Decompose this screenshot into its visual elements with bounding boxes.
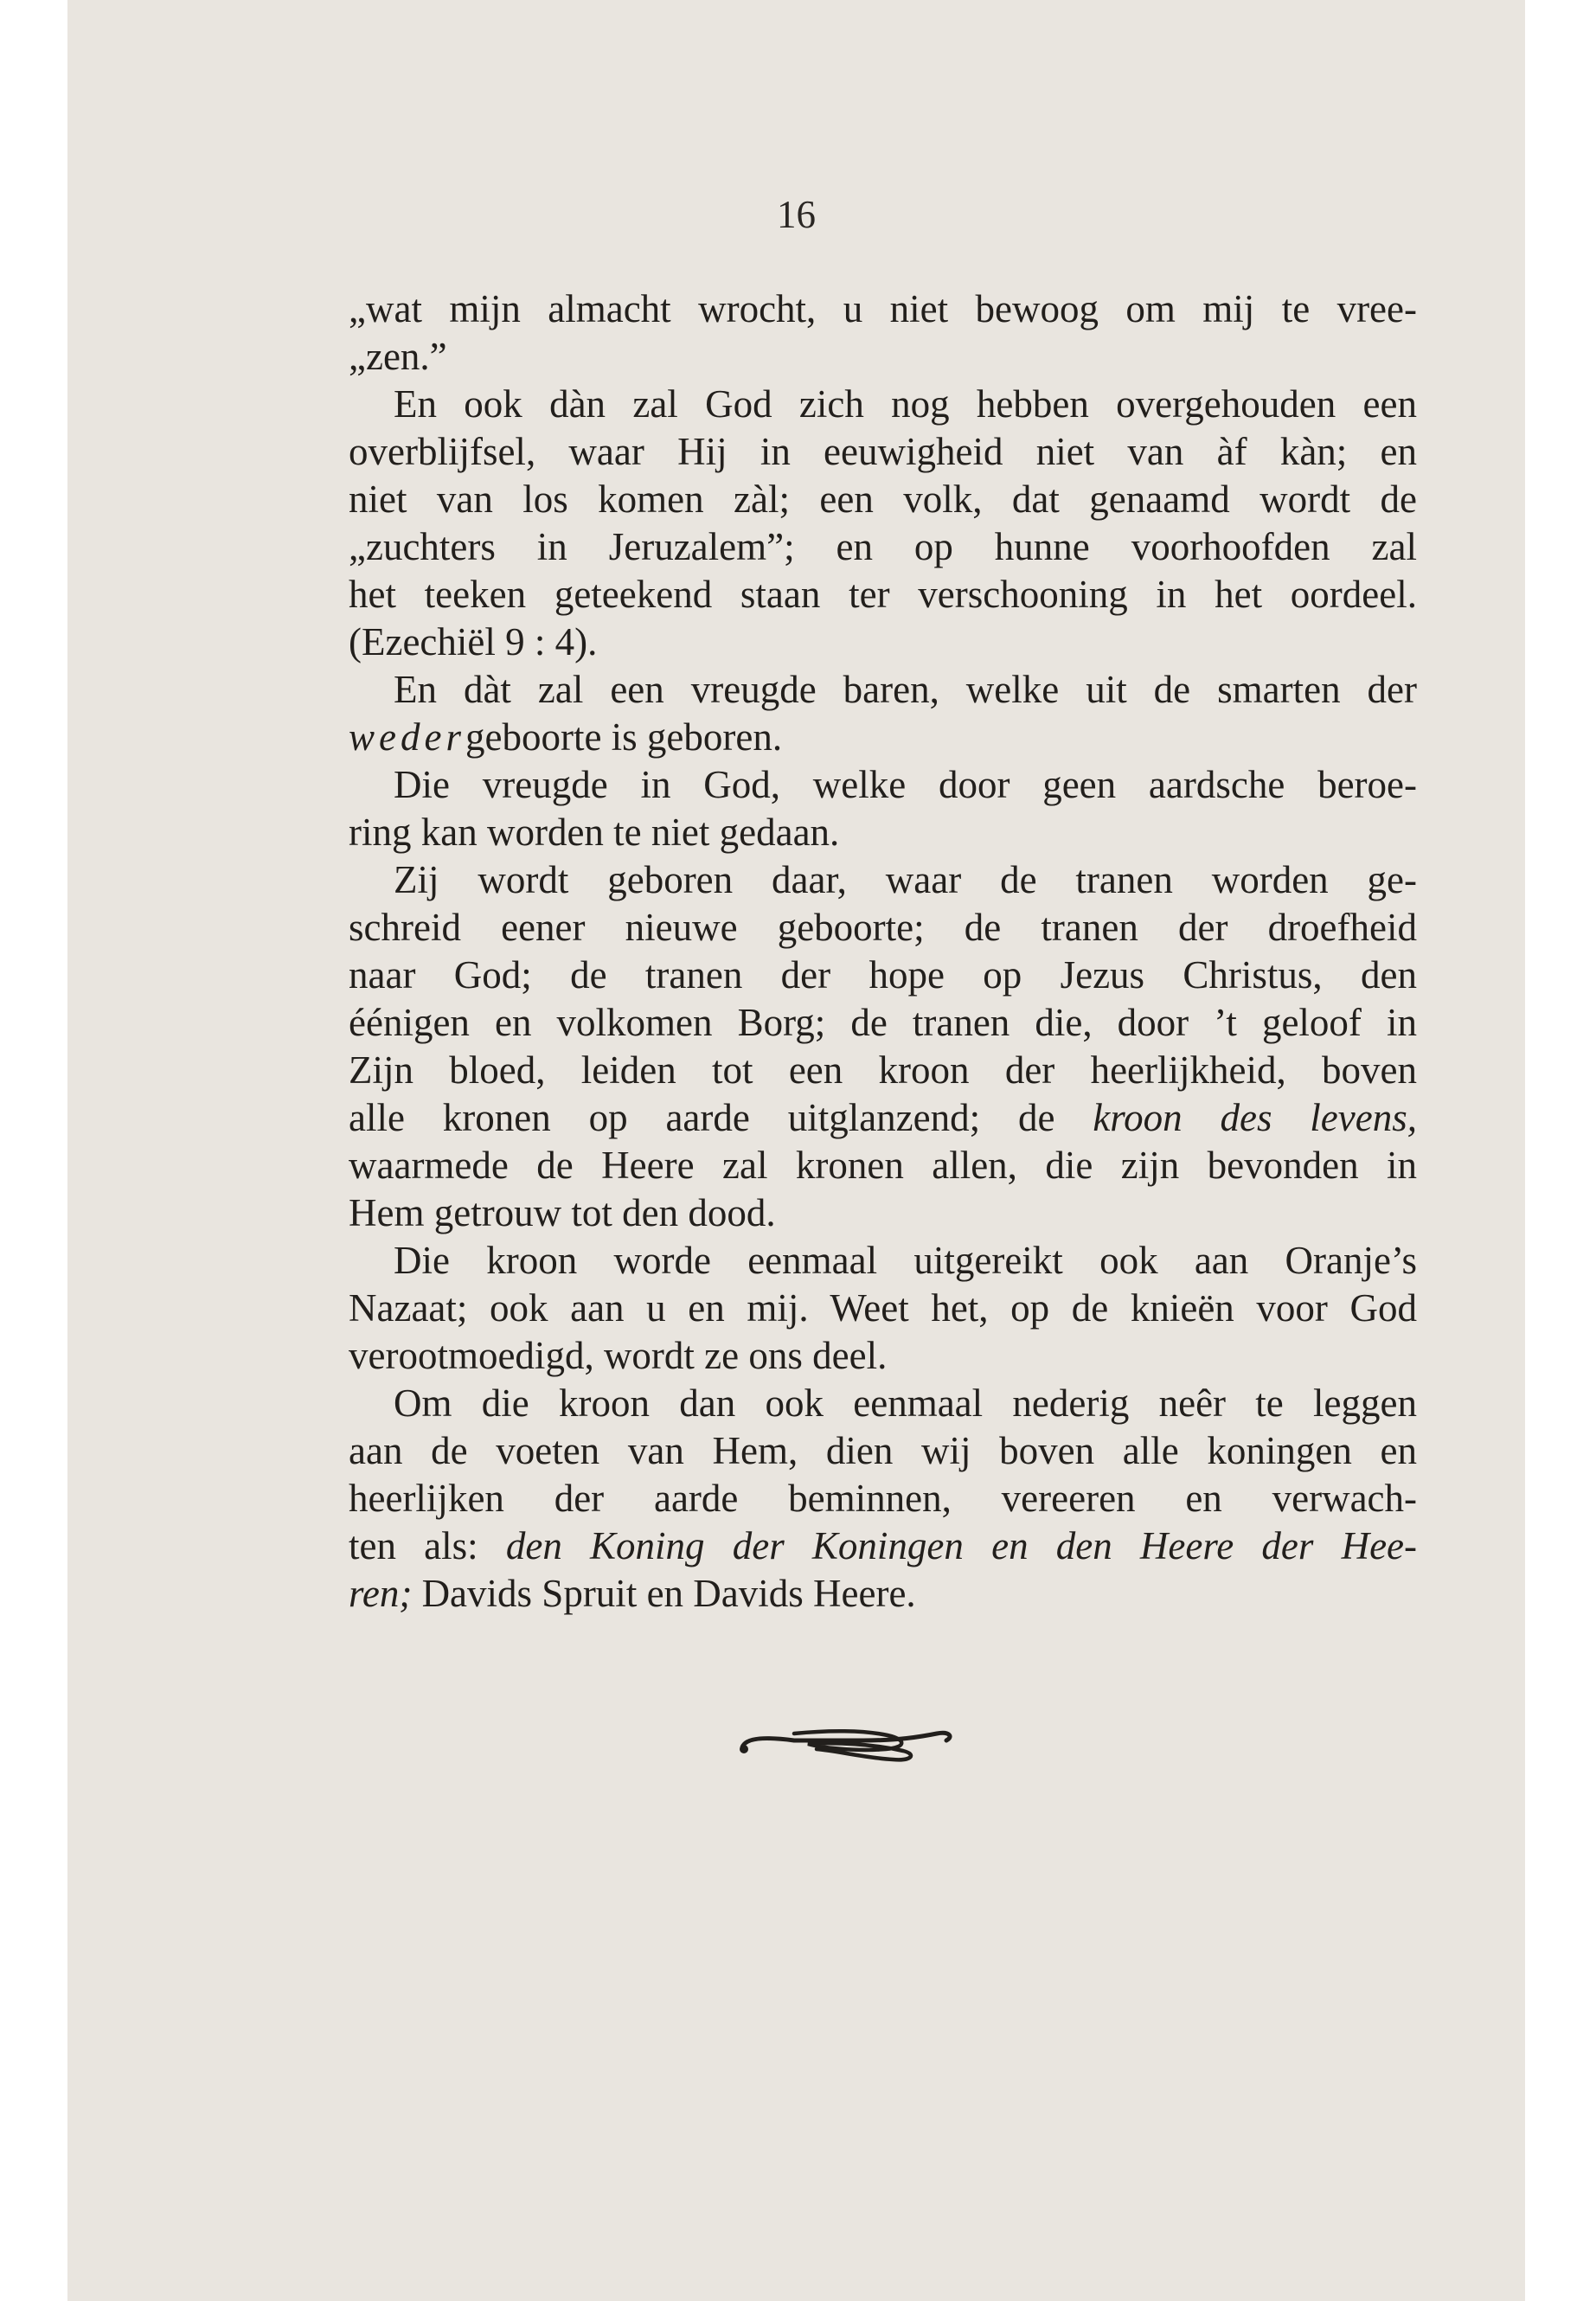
text-line: waarmede de Heere zal kronen allen, die zijn bevonden in — [349, 1144, 1417, 1187]
text-line: Die vreugde in God, welke door geen aardsche beroe- — [394, 763, 1417, 806]
text-line: heerlijken der aarde beminnen, vereeren en verwach- — [349, 1477, 1417, 1520]
text-line: „zuchters in Jeruzalem”; en op hunne voorhoofden zal — [349, 525, 1417, 568]
text-line: (Ezechiël 9 : 4). — [349, 620, 598, 663]
italic-phrase: ren; — [349, 1572, 413, 1615]
text-line: „wat mijn almacht wrocht, u niet bewoog om mij te vree- — [349, 287, 1417, 330]
text-line — [349, 1522, 1417, 1570]
text-line: overblijfsel, waar Hij in eeuwigheid niet van àf kàn; en — [349, 430, 1417, 473]
text-line: aan de voeten van Hem, dien wij boven alle koningen en — [349, 1429, 1417, 1472]
text-line: het teeken geteekend staan ter verschooning in het oordeel. — [349, 573, 1417, 616]
italic-phrase: den Koning der Koningen en den Heere der Hee- — [505, 1524, 1417, 1567]
text-line: „zen.” — [349, 335, 447, 378]
text-line: ring kan worden te niet gedaan. — [349, 811, 840, 854]
text-line: En ook dàn zal God zich nog hebben overgehouden een — [394, 382, 1417, 426]
text-line: naar God; de tranen der hope op Jezus Christus, den — [349, 953, 1417, 997]
text-line: verootmoedigd, wordt ze ons deel. — [349, 1334, 888, 1377]
text-line: Die kroon worde eenmaal uitgereikt ook aan Oranje’s — [394, 1239, 1417, 1282]
text-fragment: alle kronen op aarde uitglanzend; de — [349, 1096, 1093, 1139]
text-fragment: Davids Spruit en Davids Heere. — [412, 1572, 916, 1615]
text-fragment: ten als: — [349, 1524, 506, 1567]
text-line — [349, 1094, 1417, 1142]
book-page — [67, 0, 1525, 2301]
tailpiece-flourish-icon — [734, 1711, 958, 1772]
text-line: Zijn bloed, leiden tot een kroon der heerlijkheid, boven — [349, 1048, 1417, 1092]
page-number: 16 — [777, 193, 816, 236]
emphasized-word: weder — [349, 715, 465, 759]
text-line: Zij wordt geboren daar, waar de tranen worden ge- — [394, 858, 1417, 901]
text-line: Nazaat; ook aan u en mij. Weet het, op de knieën voor God — [349, 1286, 1417, 1330]
text-line: Om die kroon dan ook eenmaal nederig neêr te leggen — [394, 1381, 1417, 1425]
text-line: schreid eener nieuwe geboorte; de tranen der droefheid — [349, 906, 1417, 949]
italic-phrase: kroon des levens, — [1093, 1096, 1417, 1139]
text-line: Hem getrouw tot den dood. — [349, 1191, 776, 1234]
text-fragment: geboorte is geboren. — [465, 715, 783, 759]
text-line — [349, 714, 1417, 761]
body-text — [349, 285, 1417, 1618]
text-line: En dàt zal een vreugde baren, welke uit de smarten der — [394, 668, 1417, 711]
text-line: niet van los komen zàl; een volk, dat genaamd wordt de — [349, 478, 1417, 521]
text-line — [349, 1570, 1417, 1618]
text-line: éénigen en volkomen Borg; de tranen die, door ’t geloof in — [349, 1001, 1417, 1044]
